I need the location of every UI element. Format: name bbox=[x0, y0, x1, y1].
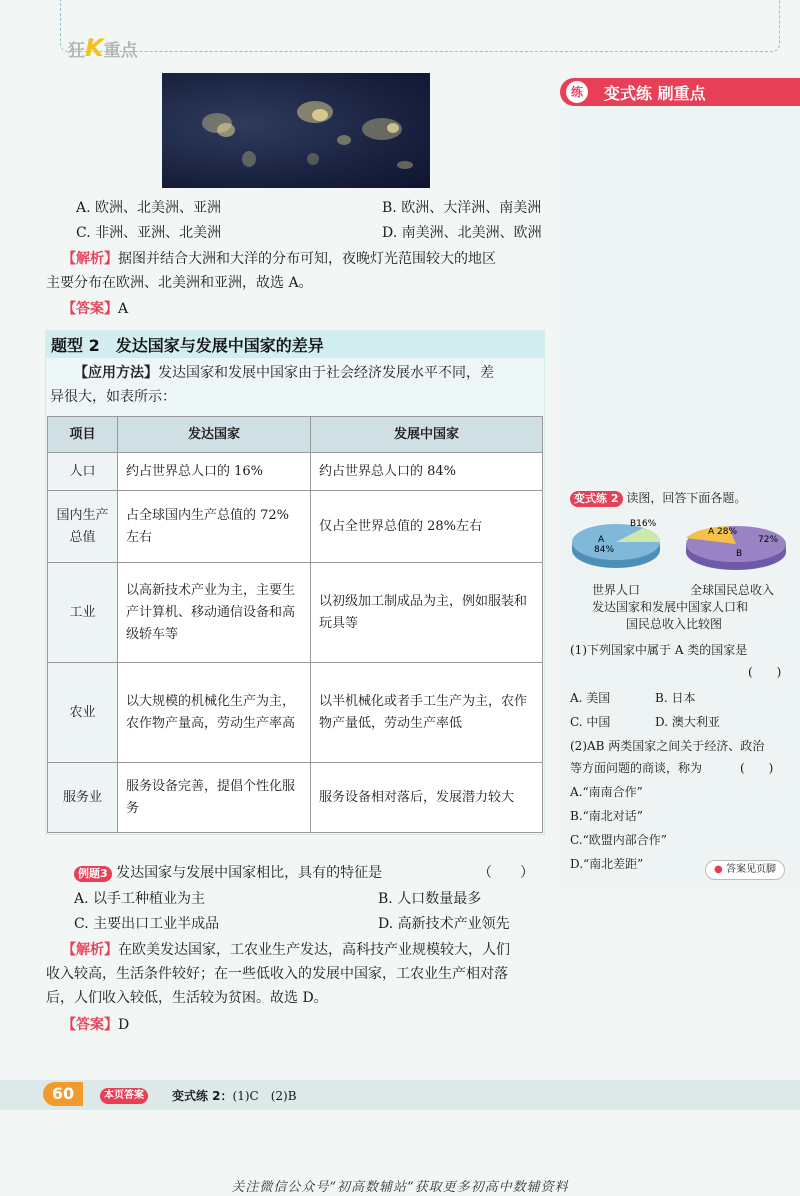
pie-world-population bbox=[572, 519, 660, 568]
pie1-label-b: B16% bbox=[630, 519, 657, 529]
sidebar-header bbox=[560, 78, 800, 106]
method-line1: 【应用方法】发达国家和发展中国家由于社会经济发展水平不同，差 bbox=[74, 365, 494, 381]
example3-paren: （ ） bbox=[478, 865, 534, 881]
table-header-row bbox=[48, 417, 543, 453]
comparison-table bbox=[47, 416, 543, 833]
section-title-bar bbox=[45, 330, 545, 358]
ex2-q2-option-c: C.“欧盟内部合作” bbox=[570, 833, 667, 847]
pie2-label-b-pct: 72% bbox=[758, 535, 779, 545]
ex3-option-c: C. 主要出口工业半成品 bbox=[74, 916, 220, 932]
header-developed: 发达国家 bbox=[118, 417, 311, 453]
ex3-option-b: B. 人口数量最多 bbox=[378, 891, 482, 907]
exercise-tag: 变式练 2 bbox=[570, 491, 623, 507]
option-a: A. 欧洲、北美洲、亚洲 bbox=[76, 200, 222, 216]
ex3-option-a: A. 以手工种植业为主 bbox=[74, 891, 206, 907]
pie-gni bbox=[686, 526, 786, 570]
svg-text:84%: 84% bbox=[594, 545, 615, 555]
answer-ref-badge: ● 答案见页脚 bbox=[705, 860, 785, 880]
method-line2: 异很大，如表所示： bbox=[50, 389, 176, 405]
pie1-label-a: A bbox=[598, 535, 605, 545]
watermark: 关注微信公众号“初高数辅站”获取更多初高中数辅资料 bbox=[231, 1180, 569, 1195]
night-lights-map bbox=[162, 73, 430, 188]
ex2-q1-paren: ( ) bbox=[748, 665, 782, 679]
ex2-q1-option-b: B. 日本 bbox=[655, 691, 696, 705]
ex2-q2-line2: 等方面问题的商谈，称为 bbox=[570, 761, 703, 775]
ex2-q2-option-a: A.“南南合作” bbox=[570, 785, 643, 799]
table-row: 国内生产总值 占全球国内生产总值的 72%左右 仅占全世界总值的 28%左右 bbox=[48, 491, 543, 563]
header-border bbox=[60, 0, 780, 52]
ex2-q1-option-d: D. 澳大利亚 bbox=[655, 715, 720, 729]
page-answer-tag: 本页答案 bbox=[100, 1088, 148, 1104]
header-item: 项目 bbox=[48, 417, 118, 453]
section-title: 题型 2 发达国家与发展中国家的差异 bbox=[51, 336, 324, 355]
ex3-option-d: D. 高新技术产业领先 bbox=[378, 916, 510, 932]
ex2-q2-paren: ( ) bbox=[740, 761, 774, 775]
exercise2-prompt: 变式练 2 读图，回答下面各题。 bbox=[570, 488, 746, 508]
ex2-q2-option-d: D.“南北差距” bbox=[570, 857, 644, 871]
footer-answers: 变式练 2：(1)C (2)B bbox=[172, 1089, 297, 1103]
ex2-q2-line1: (2)AB 两类国家之间关于经济、政治 bbox=[570, 739, 765, 753]
ex2-q2-option-b: B.“南北对话” bbox=[570, 809, 643, 823]
table-row: 工业 以高新技术产业为主，主要生产计算机、移动通信设备和高级轿车等 以初级加工制成品为主，例如服装和玩具等 bbox=[48, 563, 543, 663]
ex2-q1-option-c: C. 中国 bbox=[570, 715, 611, 729]
ex3-analysis-line3: 后，人们收入较低，生活较为贫困。故选 D。 bbox=[46, 990, 328, 1006]
ex3-analysis-line1: 【解析】在欧美发达国家，工农业生产发达，高科技产业规模较大，人们 bbox=[62, 942, 510, 958]
table-row: 服务业 服务设备完善，提倡个性化服务 服务设备相对落后，发展潜力较大 bbox=[48, 763, 543, 833]
option-d: D. 南美洲、北美洲、欧洲 bbox=[382, 225, 542, 241]
ex3-answer: 【答案】D bbox=[62, 1017, 130, 1033]
header-developing: 发展中国家 bbox=[311, 417, 543, 453]
analysis-1-line1: 【解析】据图并结合大洲和大洋的分布可知，夜晚灯光范围较大的地区 bbox=[62, 251, 496, 267]
table-row: 人口 约占世界总人口的 16% 约占世界总人口的 84% bbox=[48, 453, 543, 491]
example-tag: 例题3 bbox=[74, 866, 112, 882]
pie2-caption: 全球国民总收入 bbox=[690, 583, 775, 597]
pie2-label-b: B bbox=[736, 549, 743, 559]
example3-question: 例题3 发达国家与发展中国家相比，具有的特征是 bbox=[74, 862, 382, 884]
chart-caption-line1: 发达国家和发展中国家人口和 bbox=[592, 600, 749, 614]
practice-icon: 练 bbox=[566, 81, 588, 103]
ex2-q1-option-a: A. 美国 bbox=[570, 691, 611, 705]
comparison-pie-charts bbox=[568, 512, 793, 582]
page-number: 60 bbox=[43, 1082, 83, 1106]
answer-1: 【答案】A bbox=[62, 301, 129, 317]
ex2-q1: (1)下列国家中属于 A 类的国家是 bbox=[570, 643, 748, 657]
brand-logo: 狂K重点 bbox=[68, 34, 138, 62]
option-b: B. 欧洲、大洋洲、南美洲 bbox=[382, 200, 542, 216]
option-c: C. 非洲、亚洲、北美洲 bbox=[76, 225, 222, 241]
pie2-label-a: A 28% bbox=[708, 527, 738, 537]
table-row: 农业 以大规模的机械化生产为主，农作物产量高，劳动生产率高 以半机械化或者手工生产为主，农作物产量低，劳动生产率低 bbox=[48, 663, 543, 763]
ex3-analysis-line2: 收入较高，生活条件较好；在一些低收入的发展中国家，工农业生产相对落 bbox=[46, 966, 508, 982]
pie1-caption: 世界人口 bbox=[592, 583, 641, 597]
chart-caption-line2: 国民总收入比较图 bbox=[626, 617, 723, 631]
pin-icon: ● bbox=[714, 864, 723, 875]
analysis-1-line2: 主要分布在欧洲、北美洲和亚洲，故选 A。 bbox=[46, 275, 313, 291]
sidebar-title: 变式练 刷重点 bbox=[604, 84, 706, 103]
